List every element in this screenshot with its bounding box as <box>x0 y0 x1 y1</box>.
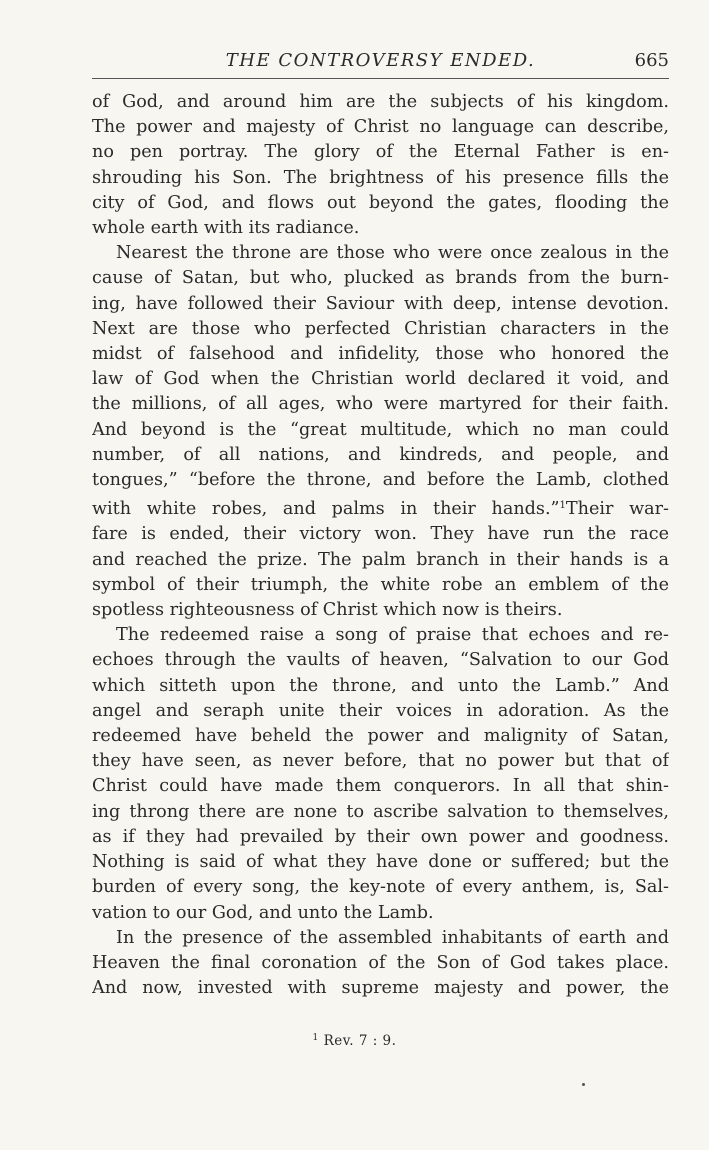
text-line: Christ could have made them conquerors. In all that shin- <box>92 776 669 797</box>
footnote <box>0 1033 709 1049</box>
text-line: as if they had prevailed by their own power and goodness. <box>92 826 669 847</box>
text-line: echoes through the vaults of heaven, “Salvation to our God <box>92 650 669 671</box>
text-line: redeemed have beheld the power and malignity of Satan, <box>92 726 669 747</box>
text-line: cause of Satan, but who, plucked as brands from the burn- <box>92 268 669 289</box>
footnote-reference: 1 <box>559 500 566 512</box>
paper-speck <box>582 1083 585 1086</box>
text-line: And beyond is the “great multitude, which no man could <box>92 419 669 440</box>
text-line: spotless righteousness of Christ which now is theirs. <box>92 600 563 621</box>
text-line: city of God, and flows out beyond the gates, flooding the <box>92 192 669 213</box>
text-line: the millions, of all ages, who were martyred for their faith. <box>92 394 669 415</box>
text-line-with-footnote <box>92 493 669 522</box>
footnote-marker: 1 <box>312 1033 319 1043</box>
body-text <box>92 90 669 1001</box>
text-line: burden of every song, the key-note of every anthem, is, Sal- <box>92 877 669 898</box>
text-line: number, of all nations, and kindreds, and people, and <box>92 444 669 465</box>
text-line: symbol of their triumph, the white robe an emblem of the <box>92 574 669 595</box>
text-line: Heaven the final coronation of the Son of God takes place. <box>92 952 669 973</box>
text-line: ing throng there are none to ascribe salvation to themselves, <box>92 801 669 822</box>
text-line: Next are those who perfected Christian characters in the <box>92 318 669 339</box>
running-head: THE CONTROVERSY ENDED. <box>225 50 536 71</box>
text-line: midst of falsehood and infidelity, those who honored the <box>92 344 669 365</box>
text-line: of God, and around him are the subjects of his kingdom. <box>92 92 669 112</box>
text-line: and reached the prize. The palm branch in their hands is a <box>92 549 669 570</box>
header-rule <box>92 78 669 79</box>
text-line: tongues,” “before the throne, and before the Lamb, clothed <box>92 470 669 491</box>
text-line: they have seen, as never before, that no power but that of <box>92 751 669 772</box>
text-line: In the presence of the assembled inhabitants of earth and <box>116 927 669 948</box>
text-line: fare is ended, their victory won. They have run the race <box>92 524 669 545</box>
text-line: The redeemed raise a song of praise that echoes and re- <box>116 625 669 646</box>
text-segment: Their war- <box>565 499 669 520</box>
text-line: vation to our God, and unto the Lamb. <box>92 902 434 923</box>
text-line: angel and seraph unite their voices in adoration. As the <box>92 700 669 721</box>
page-number: 665 <box>634 50 669 71</box>
text-line: which sitteth upon the throne, and unto the Lamb.” And <box>92 675 669 696</box>
text-line: Nearest the throne are those who were once zealous in the <box>116 243 669 264</box>
text-line: ing, have followed their Saviour with deep, intense devotion. <box>92 293 669 314</box>
text-segment: with white robes, and palms in their hands.” <box>92 499 560 520</box>
text-line: shrouding his Son. The brightness of his presence fills the <box>92 167 669 188</box>
text-line: law of God when the Christian world declared it void, and <box>92 369 669 390</box>
text-line: Nothing is said of what they have done or suffered; but the <box>92 852 669 873</box>
text-line: The power and majesty of Christ no language can describe, <box>92 117 669 138</box>
text-line: And now, invested with supreme majesty and power, the <box>92 978 669 999</box>
page-header <box>92 48 669 78</box>
text-line: whole earth with its radiance. <box>92 218 360 239</box>
text-line: no pen portray. The glory of the Eternal Father is en- <box>92 142 669 163</box>
footnote-text: Rev. 7 : 9. <box>323 1033 397 1049</box>
